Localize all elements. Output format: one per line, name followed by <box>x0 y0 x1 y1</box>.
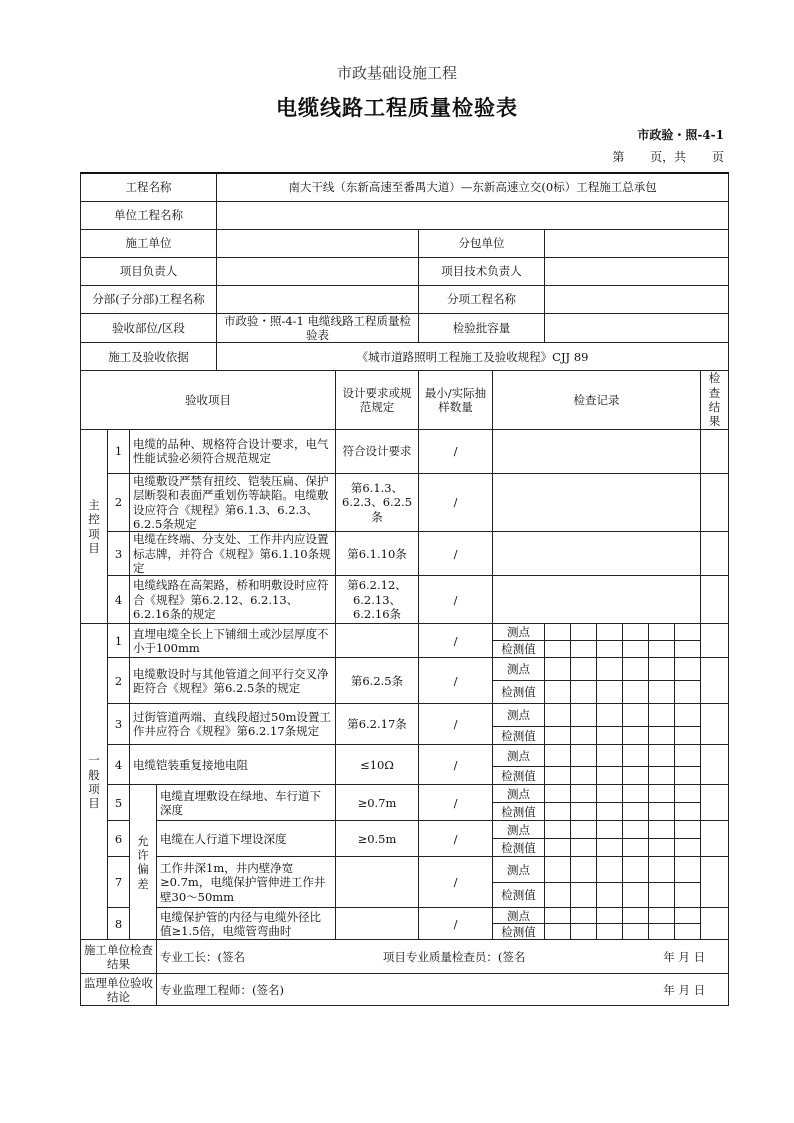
col-header-record: 检查记录 <box>493 371 701 430</box>
general-item-no: 8 <box>108 908 130 940</box>
measure-point-cell[interactable] <box>675 745 701 767</box>
check-value-cell[interactable] <box>545 924 571 940</box>
measure-point-cell[interactable] <box>545 704 571 727</box>
location-value[interactable]: 市政验・照-4-1 电缆线路工程质量检验表 <box>217 313 419 343</box>
main-item-text: 电缆的品种、规格符合设计要求，电气性能试验必须符合规范规定 <box>130 429 336 473</box>
general-item-result[interactable] <box>701 857 729 908</box>
general-item-sample[interactable]: / <box>419 785 493 821</box>
check-value-label: 检测值 <box>493 727 545 745</box>
check-value-cell[interactable] <box>675 727 701 745</box>
measure-point-cell[interactable] <box>597 821 623 839</box>
check-value-cell[interactable] <box>649 803 675 821</box>
measure-point-cell[interactable] <box>571 908 597 924</box>
measure-point-cell[interactable] <box>597 908 623 924</box>
check-value-cell[interactable] <box>675 767 701 785</box>
contractor-signatures <box>160 950 725 964</box>
measure-point-cell[interactable] <box>597 624 623 641</box>
form-code: 市政验・照-4-1 <box>637 128 724 142</box>
check-value-cell[interactable] <box>649 727 675 745</box>
measure-point-cell[interactable] <box>649 745 675 767</box>
col-header-req: 设计要求或规范规定 <box>336 371 419 430</box>
general-item-no: 7 <box>108 857 130 908</box>
measure-point-cell[interactable] <box>597 857 623 883</box>
supervisor-signatures <box>160 983 725 997</box>
check-value-cell[interactable] <box>571 924 597 940</box>
check-value-cell[interactable] <box>571 681 597 704</box>
check-value-cell[interactable] <box>545 727 571 745</box>
general-item-req <box>336 857 419 908</box>
measure-point-cell[interactable] <box>649 857 675 883</box>
inspection-table <box>80 172 729 1006</box>
measure-point-cell[interactable] <box>545 658 571 681</box>
check-value-label: 检测值 <box>493 883 545 908</box>
check-value-cell[interactable] <box>675 839 701 857</box>
tolerance-label: 允 许 偏 差 <box>130 785 157 940</box>
general-item-req: ≤10Ω <box>336 745 419 785</box>
check-value-cell[interactable] <box>649 924 675 940</box>
tech-lead-value[interactable] <box>545 257 729 285</box>
main-item-sample[interactable]: / <box>419 576 493 624</box>
general-item-sample[interactable]: / <box>419 745 493 785</box>
check-value-cell[interactable] <box>675 924 701 940</box>
measure-point-cell[interactable] <box>649 658 675 681</box>
general-item-req: 第6.2.17条 <box>336 704 419 745</box>
general-item-result[interactable] <box>701 821 729 857</box>
measure-point-cell[interactable] <box>675 658 701 681</box>
measure-point-cell[interactable] <box>623 821 649 839</box>
general-item-req <box>336 624 419 658</box>
measure-point-cell[interactable] <box>675 857 701 883</box>
check-value-cell[interactable] <box>545 641 571 658</box>
main-item-no: 1 <box>108 429 130 473</box>
measure-point-cell[interactable] <box>571 624 597 641</box>
project-name-value[interactable]: 南大干线（东新高速至番禺大道）—东新高速立交(0标）工程施工总承包 <box>217 173 729 201</box>
main-item-result[interactable] <box>701 576 729 624</box>
check-value-cell[interactable] <box>623 839 649 857</box>
measure-point-cell[interactable] <box>545 624 571 641</box>
measure-point-cell[interactable] <box>623 624 649 641</box>
general-item-no: 5 <box>108 785 130 821</box>
main-item-sample[interactable]: / <box>419 429 493 473</box>
measure-point-cell[interactable] <box>675 785 701 803</box>
measure-point-cell[interactable] <box>675 821 701 839</box>
measure-point-label: 测点 <box>493 745 545 767</box>
check-value-cell[interactable] <box>597 883 623 908</box>
main-item-req: 第6.2.12、6.2.13、6.2.16条 <box>336 576 419 624</box>
general-item-req: ≥0.7m <box>336 785 419 821</box>
check-value-cell[interactable] <box>675 883 701 908</box>
check-value-cell[interactable] <box>649 883 675 908</box>
general-item-result[interactable] <box>701 624 729 658</box>
main-item-record[interactable] <box>493 532 701 576</box>
main-item-no: 3 <box>108 532 130 576</box>
location-label: 验收部位/区段 <box>81 313 217 343</box>
main-item-record[interactable] <box>493 429 701 473</box>
main-item-sample[interactable]: / <box>419 473 493 532</box>
measure-point-cell[interactable] <box>571 745 597 767</box>
measure-point-cell[interactable] <box>597 658 623 681</box>
measure-point-label: 测点 <box>493 821 545 839</box>
main-item-text: 电缆敷设严禁有扭绞、铠装压扁、保护层断裂和表面严重划伤等缺陷。电缆敷设应符合《规程》第6.1.3、6.2.3、6.2.5条规定 <box>130 473 336 532</box>
subcontractor-label: 分包单位 <box>419 229 545 257</box>
measure-point-cell[interactable] <box>545 821 571 839</box>
foreman-signature[interactable]: 专业工长：(签名 <box>160 949 245 964</box>
measure-point-cell[interactable] <box>623 704 649 727</box>
measure-point-cell[interactable] <box>545 908 571 924</box>
supervisor-conclusion-label: 监理单位验收结论 <box>81 974 157 1006</box>
measure-point-cell[interactable] <box>623 857 649 883</box>
check-value-label: 检测值 <box>493 681 545 704</box>
general-item-text: 电缆铠装重复接地电阻 <box>130 745 336 785</box>
measure-point-cell[interactable] <box>545 857 571 883</box>
page-info: 第 页，共 页 <box>612 150 724 164</box>
col-header-item: 验收项目 <box>81 371 336 430</box>
main-item-result[interactable] <box>701 473 729 532</box>
subdivision-label: 分部(子分部)工程名称 <box>81 285 217 313</box>
check-value-cell[interactable] <box>675 803 701 821</box>
general-items-label: 一 般 项 目 <box>81 624 108 940</box>
measure-point-cell[interactable] <box>571 821 597 839</box>
check-value-cell[interactable] <box>571 767 597 785</box>
col-header-sample: 最小/实际抽样数量 <box>419 371 493 430</box>
check-value-cell[interactable] <box>623 883 649 908</box>
measure-point-cell[interactable] <box>597 745 623 767</box>
general-item-sample[interactable]: / <box>419 857 493 908</box>
check-value-cell[interactable] <box>675 641 701 658</box>
measure-point-cell[interactable] <box>623 745 649 767</box>
check-value-cell[interactable] <box>545 681 571 704</box>
measure-point-cell[interactable] <box>649 785 675 803</box>
supervisor-signature[interactable]: 专业监理工程师：(签名) <box>160 982 284 997</box>
form-title: 电缆线路工程质量检验表 <box>276 96 518 120</box>
general-item-text: 电缆敷设时与其他管道之间平行交叉净距符合《规程》第6.2.5条的规定 <box>130 658 336 704</box>
contractor-value[interactable] <box>217 229 419 257</box>
supervisor-date[interactable]: 年 月 日 <box>663 982 706 997</box>
main-item-req: 符合设计要求 <box>336 429 419 473</box>
check-value-cell[interactable] <box>571 803 597 821</box>
general-item-no: 4 <box>108 745 130 785</box>
contractor-date[interactable]: 年 月 日 <box>663 949 706 964</box>
measure-point-cell[interactable] <box>675 704 701 727</box>
subdivision-value[interactable] <box>217 285 419 313</box>
general-item-result[interactable] <box>701 658 729 704</box>
check-value-cell[interactable] <box>571 727 597 745</box>
measure-point-label: 测点 <box>493 624 545 641</box>
measure-point-cell[interactable] <box>623 785 649 803</box>
unit-project-value[interactable] <box>217 201 729 229</box>
check-value-label: 检测值 <box>493 641 545 658</box>
contractor-result-label: 施工单位检查结果 <box>81 940 157 974</box>
measure-point-cell[interactable] <box>571 857 597 883</box>
basis-label: 施工及验收依据 <box>81 343 217 371</box>
check-value-cell[interactable] <box>649 681 675 704</box>
measure-point-cell[interactable] <box>571 658 597 681</box>
check-value-cell[interactable] <box>597 681 623 704</box>
general-item-text: 工作井深1m，井内壁净宽≥0.7m，电缆保护管伸进工作井壁30～50mm <box>157 857 336 908</box>
contractor-signature-area[interactable] <box>157 940 729 974</box>
pm-value[interactable] <box>217 257 419 285</box>
check-value-cell[interactable] <box>623 767 649 785</box>
general-item-sample[interactable]: / <box>419 908 493 940</box>
main-item-record[interactable] <box>493 576 701 624</box>
check-value-cell[interactable] <box>571 641 597 658</box>
measure-point-cell[interactable] <box>597 785 623 803</box>
measure-point-cell[interactable] <box>649 821 675 839</box>
check-value-cell[interactable] <box>623 681 649 704</box>
measure-point-cell[interactable] <box>675 908 701 924</box>
supervisor-signature-area[interactable] <box>157 974 729 1006</box>
measure-point-label: 测点 <box>493 857 545 883</box>
check-value-cell[interactable] <box>649 641 675 658</box>
general-item-no: 1 <box>108 624 130 658</box>
check-value-label: 检测值 <box>493 924 545 940</box>
check-value-label: 检测值 <box>493 767 545 785</box>
general-item-sample[interactable]: / <box>419 658 493 704</box>
general-item-no: 2 <box>108 658 130 704</box>
check-value-cell[interactable] <box>597 839 623 857</box>
main-item-record[interactable] <box>493 473 701 532</box>
measure-point-label: 测点 <box>493 658 545 681</box>
measure-point-label: 测点 <box>493 908 545 924</box>
measure-point-cell[interactable] <box>545 745 571 767</box>
general-item-text: 电缆在人行道下埋设深度 <box>157 821 336 857</box>
check-value-cell[interactable] <box>545 767 571 785</box>
general-item-text: 电缆直埋敷设在绿地、车行道下深度 <box>157 785 336 821</box>
check-value-label: 检测值 <box>493 803 545 821</box>
measure-point-cell[interactable] <box>649 624 675 641</box>
measure-point-cell[interactable] <box>545 785 571 803</box>
subitem-label: 分项工程名称 <box>419 285 545 313</box>
tech-lead-label: 项目技术负责人 <box>419 257 545 285</box>
col-header-result: 检查结果 <box>701 371 729 430</box>
main-item-sample[interactable]: / <box>419 532 493 576</box>
check-value-cell[interactable] <box>597 767 623 785</box>
measure-point-cell[interactable] <box>649 704 675 727</box>
main-item-no: 2 <box>108 473 130 532</box>
measure-point-cell[interactable] <box>623 658 649 681</box>
general-item-text: 电缆保护管的内径与电缆外径比值≥1.5倍，电缆管弯曲时 <box>157 908 336 940</box>
main-item-result[interactable] <box>701 532 729 576</box>
general-item-text: 过街管道两端、直线段超过50m设置工作井应符合《规程》第6.2.17条规定 <box>130 704 336 745</box>
general-item-result[interactable] <box>701 745 729 785</box>
check-value-cell[interactable] <box>597 924 623 940</box>
project-name-label: 工程名称 <box>81 173 217 201</box>
main-item-req: 第6.1.3、6.2.3、6.2.5条 <box>336 473 419 532</box>
general-item-req: 第6.2.5条 <box>336 658 419 704</box>
main-item-text: 电缆在终端、分支处、工作井内应设置标志牌，并符合《规程》第6.1.10条规定 <box>130 532 336 576</box>
measure-point-label: 测点 <box>493 704 545 727</box>
general-item-sample[interactable]: / <box>419 821 493 857</box>
measure-point-label: 测点 <box>493 785 545 803</box>
check-value-cell[interactable] <box>623 924 649 940</box>
measure-point-cell[interactable] <box>623 908 649 924</box>
check-value-cell[interactable] <box>545 803 571 821</box>
pm-label: 项目负责人 <box>81 257 217 285</box>
check-value-cell[interactable] <box>545 839 571 857</box>
check-value-cell[interactable] <box>597 803 623 821</box>
main-item-result[interactable] <box>701 429 729 473</box>
general-item-result[interactable] <box>701 785 729 821</box>
main-items-label: 主 控 项 目 <box>81 429 108 624</box>
check-value-cell[interactable] <box>545 883 571 908</box>
measure-point-cell[interactable] <box>571 785 597 803</box>
check-value-cell[interactable] <box>649 839 675 857</box>
inspector-signature[interactable]: 项目专业质量检查员：(签名 <box>382 949 526 964</box>
measure-point-cell[interactable] <box>571 704 597 727</box>
general-item-text: 直埋电缆全长上下铺细土或沙层厚度不小于100mm <box>130 624 336 658</box>
general-item-req <box>336 908 419 940</box>
check-value-cell[interactable] <box>597 641 623 658</box>
check-value-cell[interactable] <box>571 883 597 908</box>
general-item-no: 3 <box>108 704 130 745</box>
check-value-cell[interactable] <box>571 839 597 857</box>
check-value-cell[interactable] <box>597 727 623 745</box>
general-item-result[interactable] <box>701 908 729 940</box>
check-value-cell[interactable] <box>649 767 675 785</box>
check-value-cell[interactable] <box>623 803 649 821</box>
check-value-label: 检测值 <box>493 839 545 857</box>
contractor-label: 施工单位 <box>81 229 217 257</box>
measure-point-cell[interactable] <box>597 704 623 727</box>
subitem-value[interactable] <box>545 285 729 313</box>
batch-label: 检验批容量 <box>419 313 545 343</box>
general-item-sample[interactable]: / <box>419 624 493 658</box>
form-subtitle: 市政基础设施工程 <box>336 64 457 82</box>
check-value-cell[interactable] <box>675 681 701 704</box>
check-value-cell[interactable] <box>623 727 649 745</box>
batch-value[interactable] <box>545 313 729 343</box>
basis-value: 《城市道路照明工程施工及验收规程》CJJ 89 <box>217 343 729 371</box>
main-item-no: 4 <box>108 576 130 624</box>
general-item-req: ≥0.5m <box>336 821 419 857</box>
unit-project-label: 单位工程名称 <box>81 201 217 229</box>
subcontractor-value[interactable] <box>545 229 729 257</box>
main-item-text: 电缆线路在高架路，桥和明敷设时应符合《规程》第6.2.12、6.2.13、6.2.16条的规定 <box>130 576 336 624</box>
measure-point-cell[interactable] <box>675 624 701 641</box>
general-item-result[interactable] <box>701 704 729 745</box>
general-item-sample[interactable]: / <box>419 704 493 745</box>
measure-point-cell[interactable] <box>649 908 675 924</box>
main-item-req: 第6.1.10条 <box>336 532 419 576</box>
general-item-no: 6 <box>108 821 130 857</box>
check-value-cell[interactable] <box>623 641 649 658</box>
